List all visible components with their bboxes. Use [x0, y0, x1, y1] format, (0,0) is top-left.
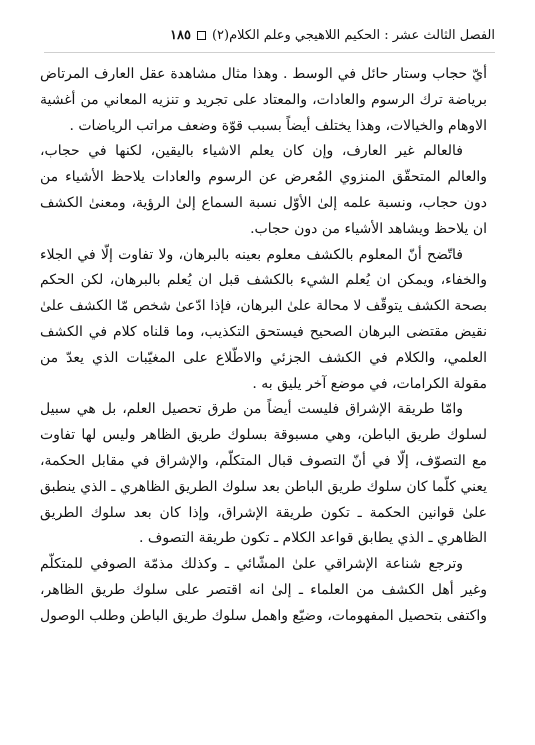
paragraph: وامّا طريقة الإشراق فليست أيضاً من طرق تحصيل العلم، بل هي سبيل لسلوك طريق الباطن، وهي مسبوقة بسلوك طريق الظاهر وليس لها تفاوت مع التصوّف، إلّا في أنّ التصوف قبال المتكلّم، والإشراق في مقابل الحكمة، يعني كلّما كان سلوك طريق الباطن بعد سلوك الطريق الظاهري ـ الذي ينطبق علىٰ قوانين الحكمة ـ تكون طريقة الإشراق، وإذا كان بعد سلوك الطريق الظاهري ـ الذي يطابق قواعد الكلام ـ تكون طريقة التصوف . — [40, 401, 487, 547]
running-header — [44, 24, 495, 48]
paragraph: فالعالم غير العارف، وإن كان يعلم الاشياء باليقين، لكنها في حجاب، والعالم المتحقّق المنزوي المُعرض عن الرسوم والعادات يلاحظ الأشياء من دون حجاب، ونسبة علمه إلىٰ الأوّل نسبة السماع إلىٰ الرؤية، ومعنىٰ الكشف ان يلاحظ ويشاهد الأشياء من دون حجاب. — [40, 143, 487, 237]
chapter-running-title: الفصل الثالث عشر : الحكيم اللاهيجي وعلم الكلام(٢) — [211, 28, 495, 43]
paragraph: وترجع شناعة الإشراقي علىٰ المشّائي ـ وكذلك مذمّة الصوفي للمتكلّم وغير أهل الكشف من العلماء ـ إلىٰ انه اقتصر على سلوك طريق الظاهر، واكتفى بتحصيل المفهومات، وضيّع واهمل سلوك طريق الباطن وطلب الوصول — [40, 556, 487, 624]
header-divider — [44, 52, 495, 53]
square-ornament-icon — [197, 31, 206, 40]
paragraph: أيّ حجاب وستار حائل في الوسط . وهذا مثال مشاهدة عقل العارف المرتاض برياضة ترك الرسوم والعادات، والمعتاد على تجريد و تنزيه المعاني من أغشية الاوهام والخيالات، وهذا يختلف أيضاً بسبب قوّة وضعف مراتب الرياضات . — [40, 66, 487, 134]
page-number: ١٨٥ — [170, 28, 191, 43]
paragraph: فاتّضح أنّ المعلوم بالكشف معلوم بعينه بالبرهان، ولا تفاوت إلّا في الجلاء والخفاء، ويمكن ان يُعلم الشيء بالكشف قبل ان يُعلم بالبرهان، لكن الحكم بصحة الكشف يتوقّف لا محالة علىٰ البرهان، فإذا ادّعىٰ شخص مّا الكشف علىٰ نقيض مقتضى البرهان الصحيح فيستحق التكذيب، وما قلناه كلام في الكشف العلمي، والكلام في الكشف الجزئي والاطّلاع على المغيّبات الذي يعدّ من مقولة الكرامات، في موضع آخر يليق به . — [40, 246, 487, 392]
body-text — [40, 62, 487, 630]
